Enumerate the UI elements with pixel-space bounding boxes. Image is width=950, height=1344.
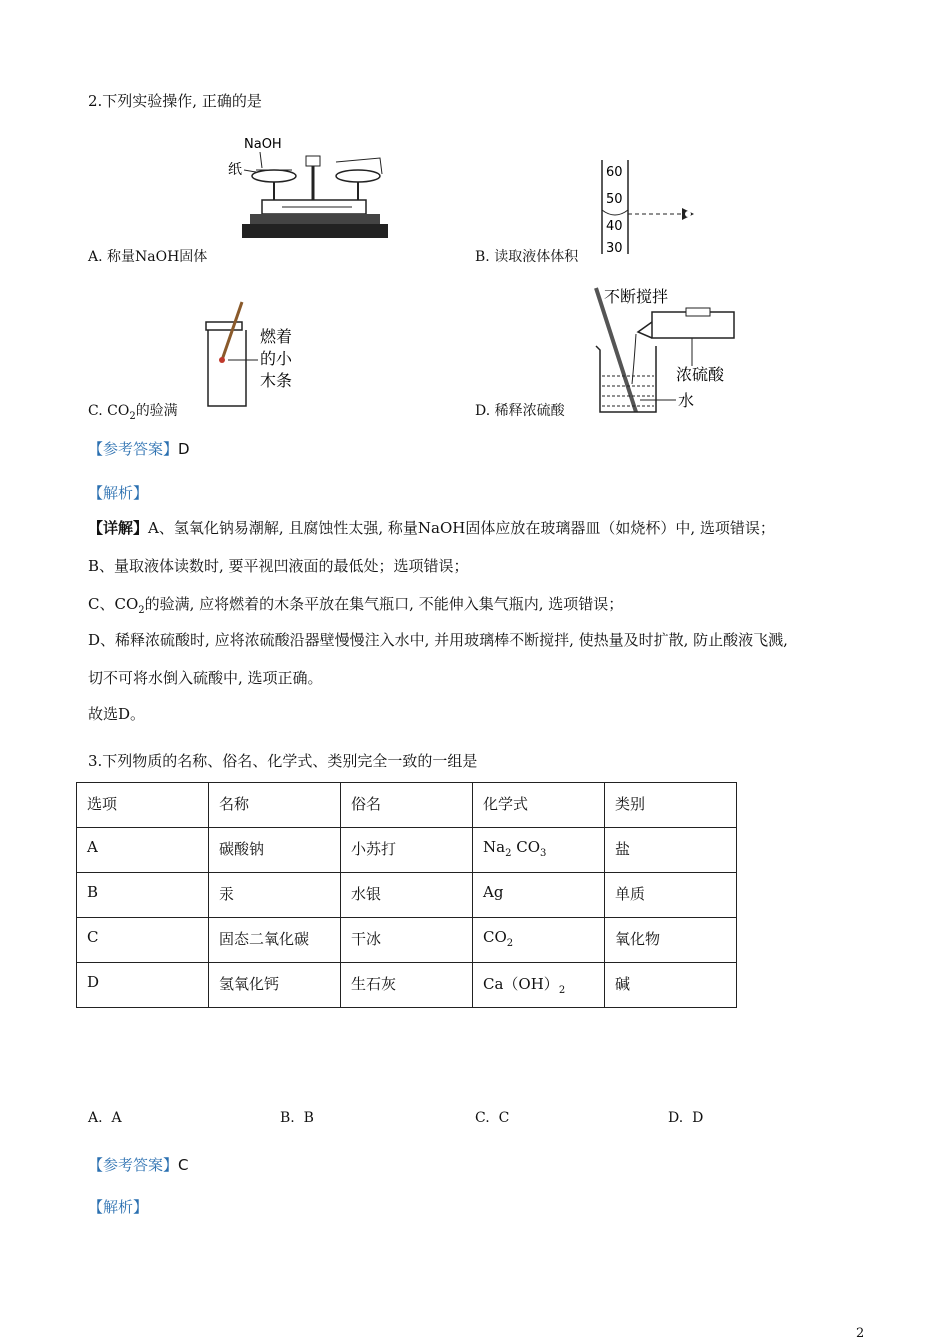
formula-cell: $Na_2$ $CO_3$ (473, 828, 605, 873)
q2-stem: 2.下列实验操作, 正确的是 (88, 92, 262, 110)
table-row: B 汞 水银 Ag 单质 (77, 873, 737, 918)
table-row: D 氢氧化钙 生石灰 $Ca(OH)_2$ 碱 (77, 963, 737, 1008)
q3-analysis-label: 【解析】 (88, 1198, 149, 1216)
tick-60: 60 (606, 165, 623, 180)
q2-option-d: D. 稀释浓硫酸 (475, 403, 565, 419)
q3-option-b: B. B (280, 1110, 314, 1126)
q2-analysis-label: 【解析】 (88, 484, 149, 502)
tick-30: 30 (606, 241, 623, 256)
q3-option-c: C. C (475, 1110, 510, 1126)
q3-answer: 【参考答案】C (88, 1156, 189, 1174)
header-category: 类别 (605, 783, 737, 828)
label-acid: 浓硫酸 (676, 365, 725, 384)
figure-balance (222, 132, 392, 246)
label-stir: 不断搅拌 (604, 287, 669, 306)
q3-stem: 3.下列物质的名称、俗名、化学式、类别完全一致的一组是 (88, 752, 478, 770)
label-burning-1: 燃着 (260, 327, 293, 346)
header-formula: 化学式 (473, 783, 605, 828)
page-number: 2 (856, 1326, 865, 1341)
table-row: A 碳酸钠 小苏打 $Na_2$ $CO_3$ 盐 (77, 828, 737, 873)
figure-dilution (588, 284, 738, 418)
header-name: 名称 (209, 783, 341, 828)
tick-50: 50 (606, 192, 623, 207)
header-common-name: 俗名 (341, 783, 473, 828)
q2-detail-d2: 切不可将水倒入硫酸中, 选项正确。 (88, 669, 323, 687)
label-water: 水 (678, 391, 695, 410)
header-option: 选项 (77, 783, 209, 828)
figure-gas-jar (200, 298, 310, 410)
formula-cell: Ag (473, 873, 605, 918)
formula-cell: $Ca(OH)_2$ (473, 963, 605, 1008)
label-naoh: NaOH (244, 137, 282, 152)
label-paper: 纸 (228, 162, 242, 178)
q2-option-b: B. 读取液体体积 (475, 249, 579, 265)
figure-graduated-cylinder (598, 158, 708, 256)
label-burning-3: 木条 (260, 371, 293, 390)
q2-option-a: A. 称量NaOH固体 (88, 249, 208, 265)
formula-cell: $CO_2$ (473, 918, 605, 963)
q2-detail-b: B、量取液体读数时, 要平视凹液面的最低处；选项错误； (88, 557, 469, 575)
tick-40: 40 (606, 219, 623, 234)
label-burning-2: 的小 (260, 349, 293, 368)
q2-detail-a: 【详解】A、氢氧化钠易潮解, 且腐蚀性太强, 称量NaOH固体应放在玻璃器皿（如烧杯）中, 选项错误； (88, 519, 775, 537)
q3-table (76, 782, 737, 1008)
q2-detail-c: C、$CO_2$的验满, 应将燃着的木条平放在集气瓶口, 不能伸入集气瓶内, 选项错误； (88, 595, 624, 616)
table-row: C 固态二氧化碳 干冰 $CO_2$ 氧化物 (77, 918, 737, 963)
table-header-row (77, 783, 737, 828)
q2-conclusion: 故选D。 (88, 705, 146, 723)
q2-answer: 【参考答案】D (88, 440, 190, 458)
q3-option-a: A. A (88, 1110, 122, 1126)
q2-detail-d1: D、稀释浓硫酸时, 应将浓硫酸沿器壁慢慢注入水中, 并用玻璃棒不断搅拌, 使热量及时扩散, 防止酸液飞溅, (88, 631, 788, 649)
q2-option-c: C. $CO_2$的验满 (88, 403, 178, 422)
q3-option-d: D. D (668, 1110, 704, 1126)
